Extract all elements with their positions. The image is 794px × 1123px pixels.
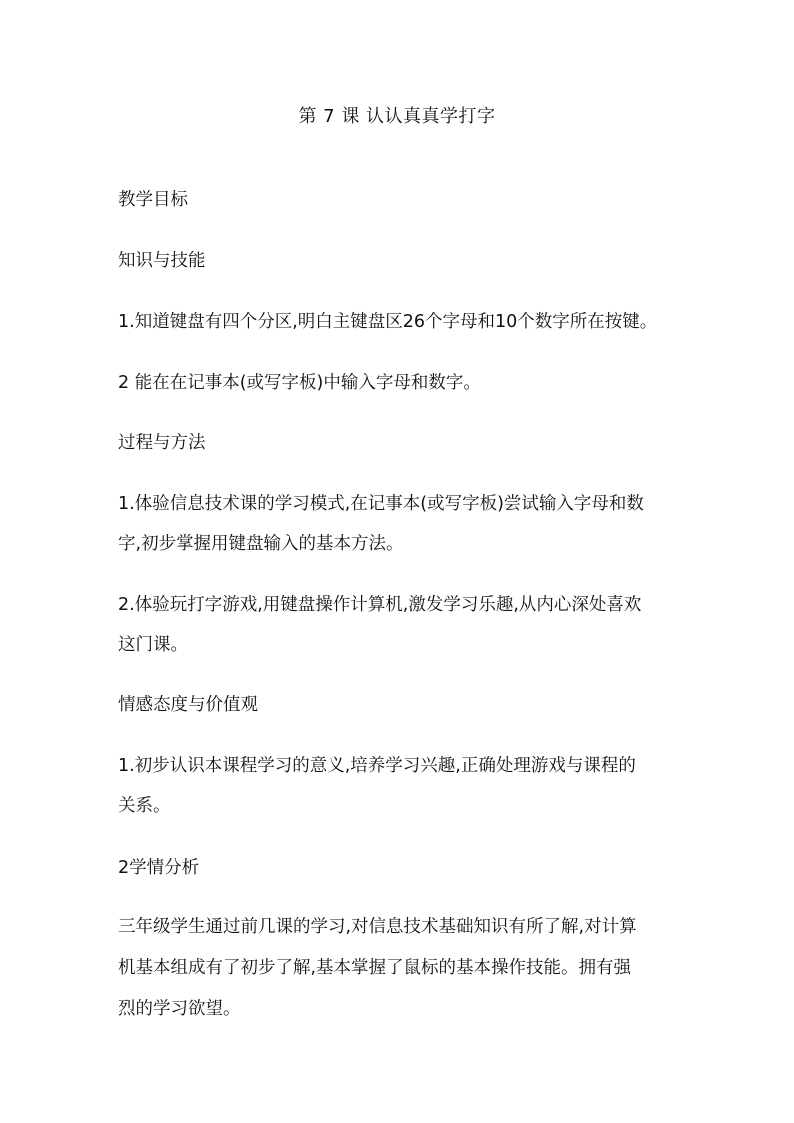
paragraph-line: 2 能在在记事本(或写字板)中输入字母和数字。 (118, 373, 481, 393)
lesson-title: 第 7 课 认认真真学打字 (298, 106, 496, 127)
heading-student-analysis: 2学情分析 (118, 858, 200, 878)
heading-teaching-goals: 教学目标 (118, 190, 188, 210)
paragraph-line: 关系。 (118, 796, 171, 816)
paragraph-line: 1.体验信息技术课的学习模式,在记事本(或写字板)尝试输入字母和数 (118, 494, 644, 514)
paragraph-line: 1.初步认识本课程学习的意义,培养学习兴趣,正确处理游戏与课程的 (118, 756, 636, 776)
heading-emotion-values: 情感态度与价值观 (118, 695, 258, 715)
paragraph-line: 字,初步掌握用键盘输入的基本方法。 (118, 534, 404, 554)
heading-process-methods: 过程与方法 (118, 433, 206, 453)
paragraph-line: 2.体验玩打字游戏,用键盘操作计算机,激发学习乐趣,从内心深处喜欢 (118, 595, 642, 615)
paragraph-line: 烈的学习欲望。 (118, 999, 241, 1019)
paragraph-line: 1.知道键盘有四个分区,明白主键盘区26个字母和10个数字所在按键。 (118, 312, 658, 332)
paragraph-line: 三年级学生通过前几课的学习,对信息技术基础知识有所了解,对计算 (118, 917, 637, 937)
paragraph-line: 机基本组成有了初步了解,基本掌握了鼠标的基本操作技能。拥有强 (118, 958, 632, 978)
heading-knowledge-skills: 知识与技能 (118, 251, 206, 271)
paragraph-line: 这门课。 (118, 635, 188, 655)
